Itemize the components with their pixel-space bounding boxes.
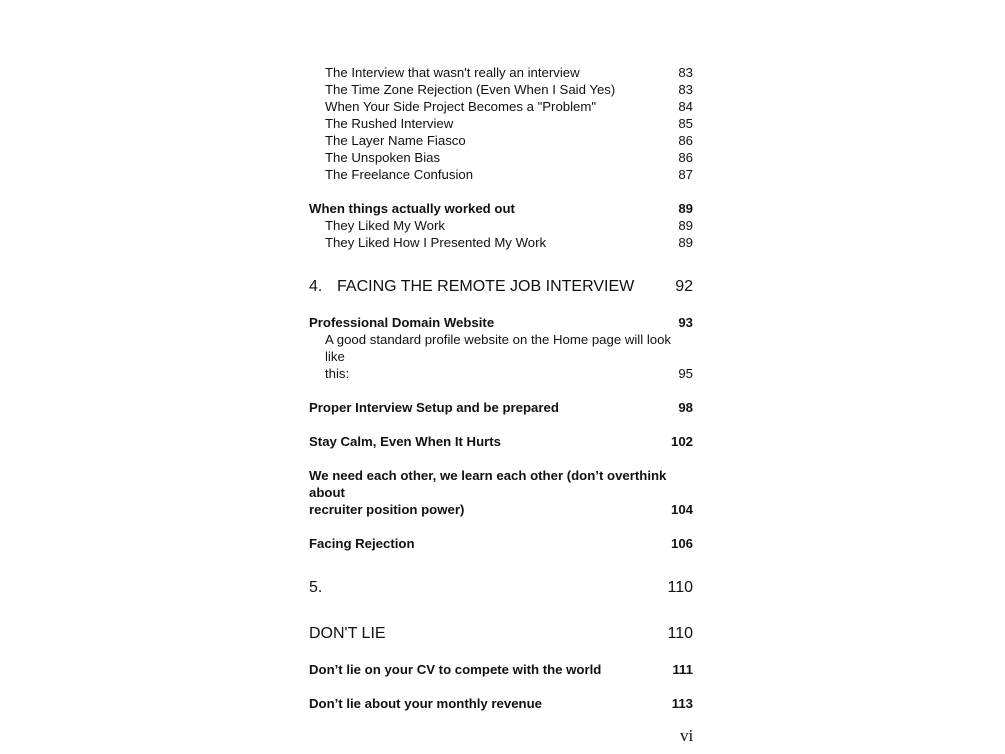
toc-section-facing-rejection[interactable] (309, 535, 693, 552)
toc-entry-title: They Liked How I Presented My Work (325, 235, 547, 250)
toc-section-stay-calm[interactable] (309, 433, 693, 450)
toc-entry[interactable] (309, 115, 693, 132)
toc-entry-page: 83 (678, 82, 693, 97)
toc-entry-title: The Unspoken Bias (325, 150, 441, 165)
toc-section-domain-website[interactable] (309, 314, 693, 331)
toc-section-title: When things actually worked out (309, 201, 515, 216)
toc-entry-title: The Interview that wasn't really an interview (325, 65, 580, 80)
toc-entry-title: The Time Zone Rejection (Even When I Said Yes) (325, 82, 616, 97)
toc-entry[interactable] (309, 81, 693, 98)
toc-entry-title: The Freelance Confusion (325, 167, 474, 182)
toc-section-interview-setup[interactable] (309, 399, 693, 416)
toc-section-title-line2: recruiter position power) (309, 502, 465, 517)
toc-entry[interactable] (309, 132, 693, 149)
toc-section-title: Don’t lie on your CV to compete with the world (309, 662, 602, 677)
toc-section-cv[interactable] (309, 661, 693, 678)
toc-entry-page: 86 (678, 133, 693, 148)
toc-chapter-dont-lie[interactable] (309, 624, 693, 644)
toc-entry[interactable] (309, 234, 693, 251)
toc-entry-page: 89 (678, 218, 693, 233)
toc-section-page: 98 (678, 400, 693, 415)
toc-section-page: 104 (670, 502, 693, 517)
toc-entry-title: When Your Side Project Becomes a "Problem" (325, 99, 597, 114)
toc-chapter-4[interactable] (309, 277, 693, 297)
toc-section-worked-out[interactable] (309, 200, 693, 217)
toc-section-page: 111 (672, 662, 693, 677)
table-of-contents (309, 64, 693, 712)
toc-section-title: Proper Interview Setup and be prepared (309, 400, 559, 415)
toc-entry-title: They Liked My Work (325, 218, 445, 233)
toc-section-title: Professional Domain Website (309, 315, 495, 330)
toc-entry-title-line2: this: (325, 366, 350, 381)
toc-entry[interactable] (309, 64, 693, 81)
toc-entry[interactable] (309, 98, 693, 115)
toc-section-title-line1: We need each other, we learn each other (don’t overthink about (309, 468, 667, 500)
toc-entry-profile-website[interactable] (309, 331, 693, 382)
toc-entry-page: 95 (678, 366, 693, 381)
chapter-page: 110 (667, 625, 693, 642)
toc-entry-page: 87 (678, 167, 693, 182)
toc-section-page: 113 (671, 696, 693, 711)
toc-entry-page: 84 (678, 99, 693, 114)
toc-entry[interactable] (309, 166, 693, 183)
toc-chapter-5[interactable] (309, 578, 693, 598)
chapter-title: DON'T LIE (309, 625, 386, 642)
toc-section-page: 93 (678, 315, 693, 330)
toc-section-each-other[interactable] (309, 467, 693, 518)
toc-section-page: 89 (678, 201, 693, 216)
toc-section-page: 102 (670, 434, 693, 449)
toc-section-revenue[interactable] (309, 695, 693, 712)
page-number: vi (680, 726, 694, 745)
toc-section-title: Stay Calm, Even When It Hurts (309, 434, 501, 449)
chapter-title: FACING THE REMOTE JOB INTERVIEW (337, 278, 635, 295)
toc-section-title: Don’t lie about your monthly revenue (309, 696, 543, 711)
toc-entry-page: 83 (678, 65, 693, 80)
toc-section-title: Facing Rejection (309, 536, 415, 551)
toc-entry[interactable] (309, 149, 693, 166)
toc-entry-title: The Rushed Interview (325, 116, 454, 131)
chapter-number: 4. (309, 278, 323, 295)
toc-entry[interactable] (309, 217, 693, 234)
chapter-page: 92 (675, 278, 693, 295)
chapter-number: 5. (309, 579, 323, 596)
toc-entry-title-line1: A good standard profile website on the Home page will look like (325, 332, 672, 364)
toc-entry-page: 86 (678, 150, 693, 165)
toc-entry-page: 85 (678, 116, 693, 131)
toc-section-page: 106 (670, 536, 693, 551)
toc-entry-page: 89 (678, 235, 693, 250)
toc-entry-title: The Layer Name Fiasco (325, 133, 466, 148)
chapter-page: 110 (667, 579, 693, 596)
